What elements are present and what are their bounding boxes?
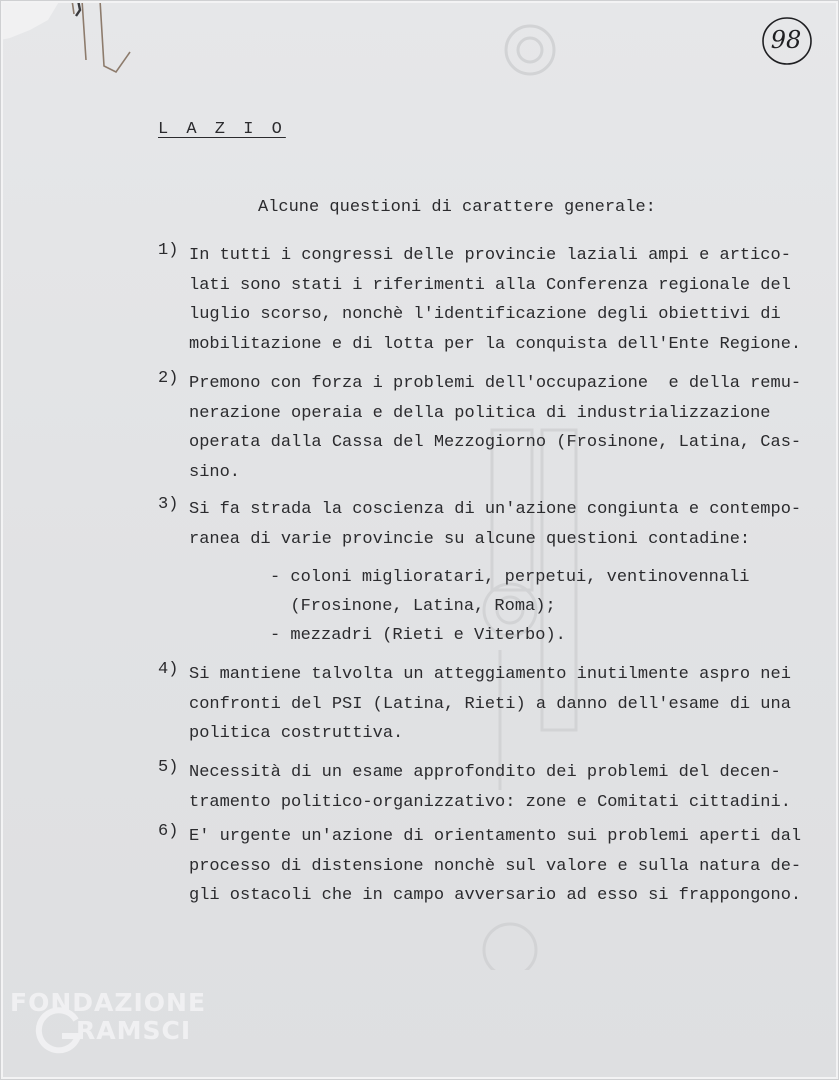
logo-line-2: RAMSCI <box>76 1016 192 1045</box>
item-number: 3) <box>158 495 179 514</box>
sub-item: - coloni miglioratari, perpetui, ventinovennali <box>270 568 750 587</box>
item-line: Premono con forza i problemi dell'occupazione e della remu- <box>189 374 802 393</box>
sub-item: - mezzadri (Rieti e Viterbo). <box>270 626 566 645</box>
item-line: lati sono stati i riferimenti alla Conferenza regionale del <box>189 275 791 295</box>
document-heading: L A Z I O <box>158 120 286 139</box>
item-line: E' urgente un'azione di orientamento sui problemi aperti dal <box>189 827 802 846</box>
item-line: nerazione operaia e della politica di industrializzazione <box>189 403 771 423</box>
item-text <box>189 660 799 749</box>
item-text <box>189 495 802 554</box>
item-text <box>189 758 799 817</box>
item-number: 6) <box>158 822 179 841</box>
item-line: politica costruttiva. <box>189 724 404 743</box>
archive-logo-watermark <box>10 988 210 1068</box>
item-text <box>189 241 802 359</box>
sub-item: (Frosinone, Latina, Roma); <box>270 597 556 616</box>
item-line: operata dalla Cassa del Mezzogiorno (Frosinone, Latina, Cas- <box>189 433 802 452</box>
item-text <box>189 369 802 487</box>
item-line: Si fa strada la coscienza di un'azione congiunta e contempo- <box>189 500 802 519</box>
document-subtitle: Alcune questioni di carattere generale: <box>258 198 656 217</box>
item-number: 1) <box>158 241 179 260</box>
item-line: luglio scorso, nonchè l'identificazione degli obiettivi di <box>189 305 781 324</box>
item-number: 4) <box>158 660 179 679</box>
item-line: mobilitazione e di lotta per la conquista dell'Ente Regione. <box>189 334 802 354</box>
item-number: 5) <box>158 758 179 777</box>
item-text <box>189 822 802 911</box>
torn-corner-mark <box>0 0 140 80</box>
item-line: Necessità di un esame approfondito dei problemi del decen- <box>189 763 781 782</box>
item-line: processo di distensione nonchè sul valore e sulla natura de- <box>189 856 802 876</box>
item-line: sino. <box>189 462 241 482</box>
item-number: 2) <box>158 369 179 388</box>
logo-line-1: FONDAZIONE <box>10 988 207 1017</box>
item-line: tramento politico-organizzativo: zone e Comitati cittadini. <box>189 792 791 812</box>
item-line: Si mantiene talvolta un atteggiamento inutilmente aspro nei <box>189 665 791 684</box>
item-line: In tutti i congressi delle provincie laziali ampi e artico- <box>189 246 791 265</box>
item-line: ranea di varie provincie su alcune questioni contadine: <box>189 529 751 549</box>
item-line: gli ostacoli che in campo avversario ad esso si frappongono. <box>189 886 802 905</box>
page-number: 98 <box>770 26 802 54</box>
item-line: confronti del PSI (Latina, Rieti) a danno dell'esame di una <box>189 694 791 714</box>
